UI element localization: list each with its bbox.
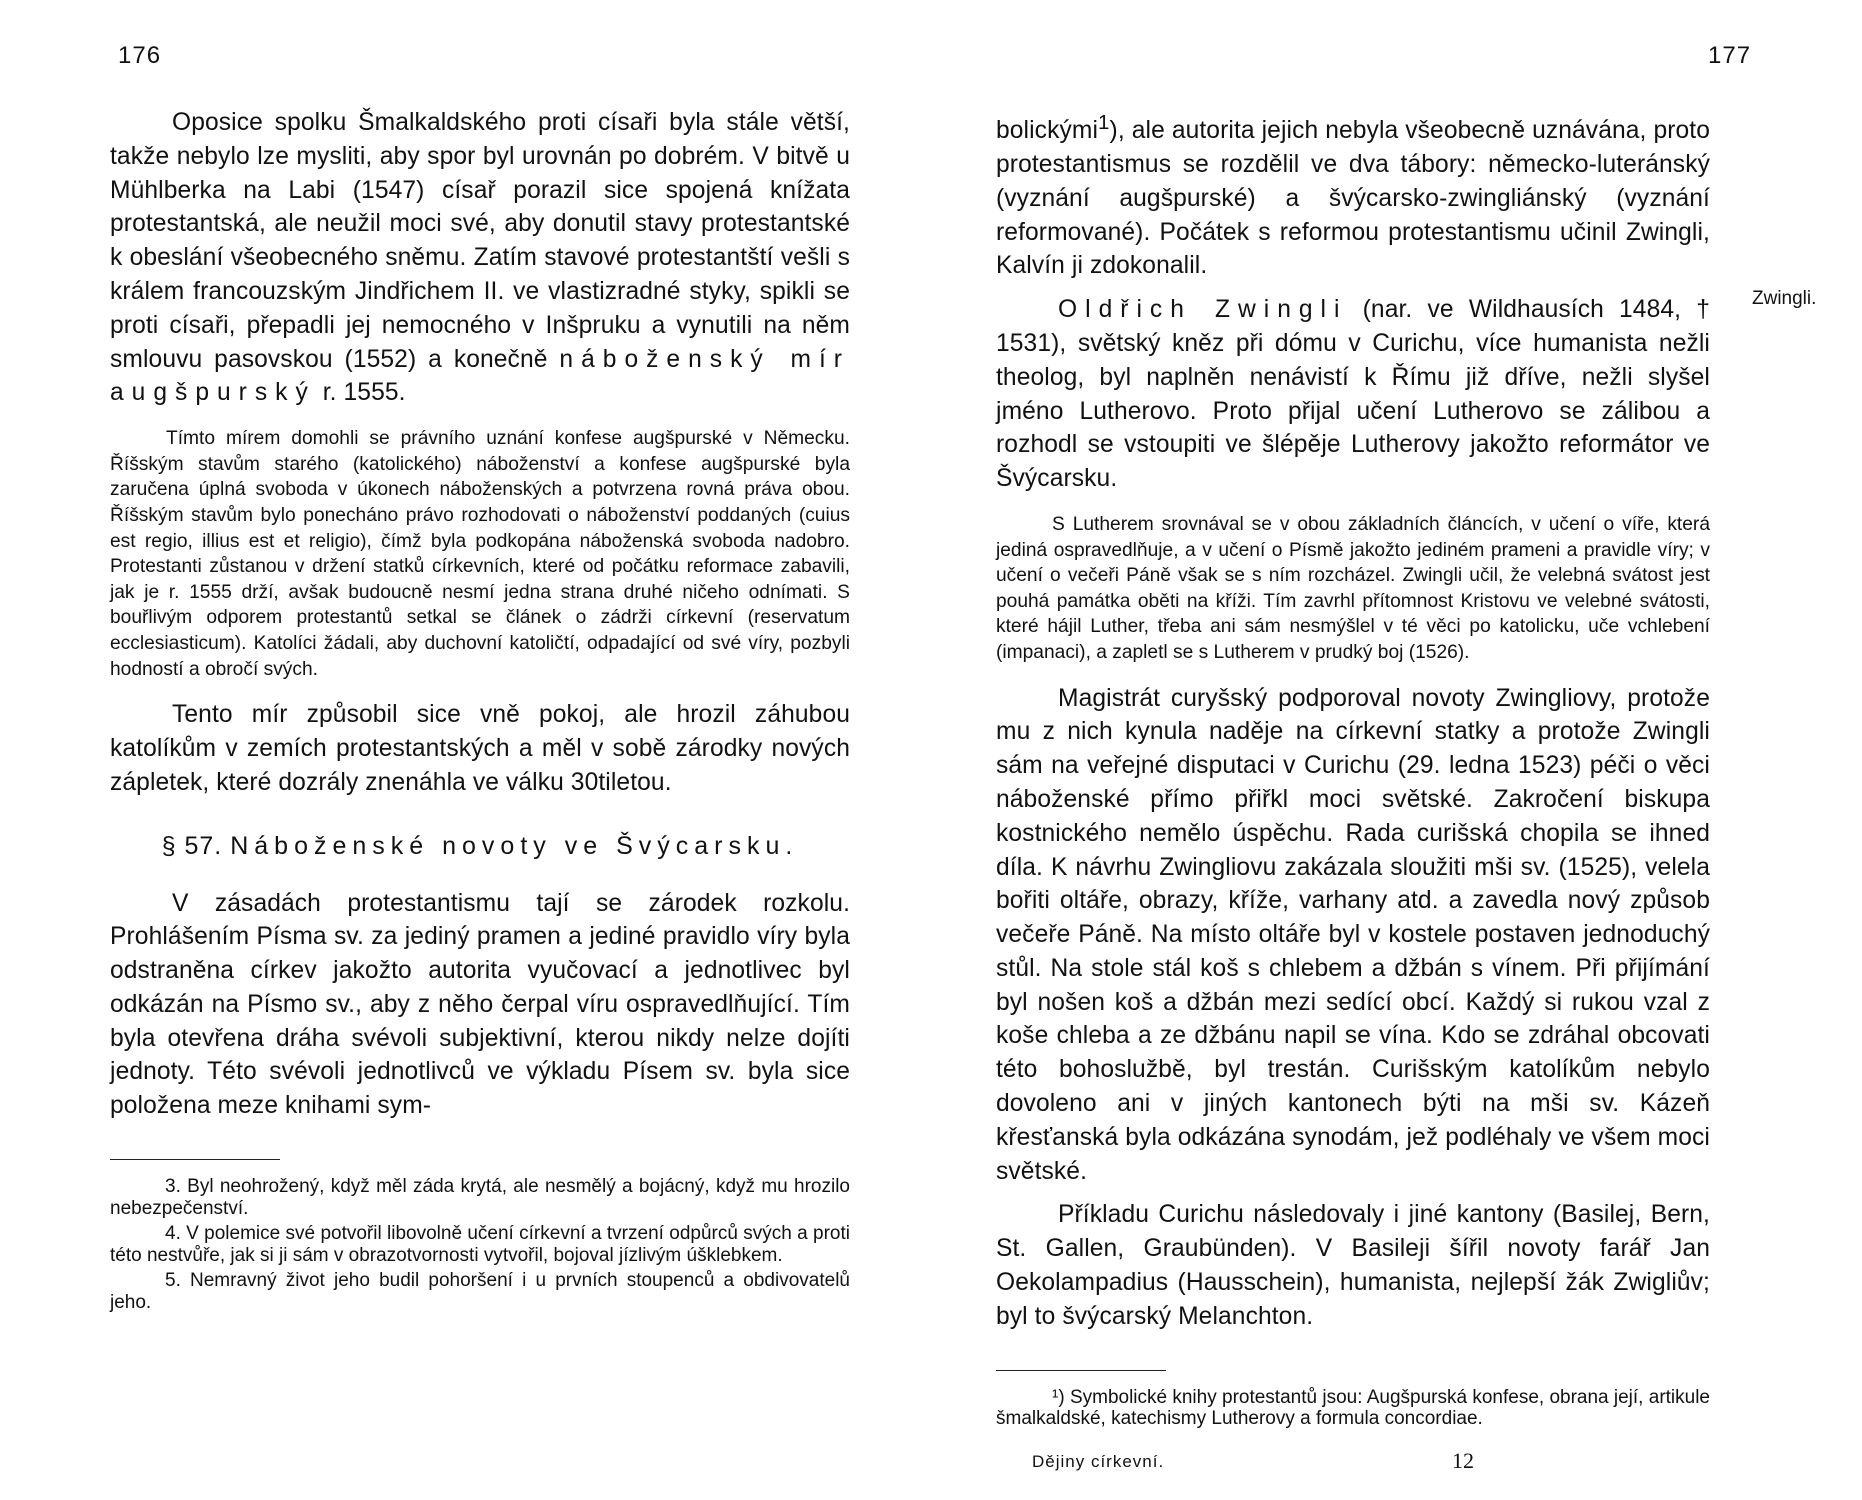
footnote: 4. V polemice své potvořil libovolně učení církevní a tvrzení odpůrců svých a proti této nestvůře, jak si ji sám v obrazotvornosti vytvořil, bojoval jízlivým úšklebkem. <box>110 1223 850 1266</box>
footnote: 3. Byl neohrožený, když měl záda krytá, ale nesmělý a bojácný, když mu hrozilo nebezpečenství. <box>110 1176 850 1219</box>
footnotes <box>110 1176 850 1313</box>
page-number: 177 <box>1708 42 1752 69</box>
small-print-paragraph: S Lutherem srovnával se v obou základních článcích, v učení o víře, která jediná ospravedlňuje, a v učení o Písmě jakožto jediném prameni a pravidle víry; v učení o večeři Páně však se s ním rozcházel. Zwingli učil, že velebná svátost jest pouhá památka oběti na kříži. Tím zavrhl přítomnost Kristovu ve velebné svátosti, které hájil Luther, třeba ani sám nesmýšlel v té věci po katolicku, uče vchlebení (impanaci), a zapletl se s Lutherem v prudký boj (1526). <box>996 513 1710 663</box>
book-title-footer: Dějiny církevní. <box>1032 1452 1165 1471</box>
footnote-divider <box>110 1159 280 1160</box>
paragraph-text: ), ale autorita jejich nebyla všeobecně uznávána, proto protestantismus se rozdělil ve dva tábory: německo-luteránský (vyznání augšpurské) a švýcarsko-zwingliánský (vyznání reformované). Počátek s reformou protestantismu učinil Zwingli, Kalvín ji zdokonalil. <box>996 117 1710 280</box>
paragraph: Příkladu Curichu následovaly i jiné kantony (Basilej, Bern, St. Gallen, Graubünden). V Basileji šířil novoty farář Jan Oekolampadius (Hausschein), humanista, nejlepší žák Zwigliův; byl to švýcarský Melanchton. <box>996 1201 1710 1330</box>
left-page <box>0 0 900 1500</box>
emphasized-term: náboženský mír augšpurský <box>110 345 850 407</box>
paragraph-text: bolickými <box>996 117 1099 145</box>
margin-note: Zwingli. <box>1752 288 1817 309</box>
footnote: ¹) Symbolické knihy protestantů jsou: Augšpurská konfese, obrana její, artikule šmalkaldské, katechismy Lutherovy a formula concordiae. <box>996 1386 1710 1430</box>
footnote-reference: 1 <box>1098 111 1110 134</box>
paragraph-text: (nar. ve Wildhausích 1484, † 1531), světský kněz při dómu v Curichu, více humanista nežli theolog, byl naplněn nenávistí k Římu již dříve, nežli slyšel jméno Lutherovo. Proto přijal učení Lutherovo se zálibou a rozhodl se vstoupiti ve šlépěje Lutherovy jakožto reformátor ve Švýcarsku. <box>996 296 1711 493</box>
footnote-divider <box>996 1370 1166 1371</box>
left-text-column <box>110 106 850 1317</box>
paragraph <box>110 106 850 410</box>
section-title: Náboženské novoty ve Švýcarsku. <box>230 831 799 860</box>
section-number: § 57. <box>161 831 223 860</box>
sheet-number: 12 <box>1452 1448 1474 1473</box>
right-page <box>960 0 1862 1500</box>
right-text-column <box>996 106 1710 1434</box>
person-name: Oldřich Zwingli <box>1058 296 1348 324</box>
small-print-paragraph: Tímto mírem domohli se právního uznání konfese augšpurské v Německu. Říšským stavům starého (katolického) náboženství a konfese augšpurské byla zaručena úplná svoboda v úkonech náboženských a potvrzena rovná práva obou. Říšským stavům bylo ponecháno právo rozhodovati o náboženství poddaných (cuius est regio, illius est et religio), čímž byla podkopána náboženská svoboda nadobro. Protestanti zůstanou v držení statků církevních, které od počátku reformace zabavili, jak je r. 1555 drží, avšak budoucně nesmí jedna strana druhé ničeho odnímati. S bouřlivým odporem protestantů setkal se článek o zádrži církevní (reservatum ecclesiasticum). Katolíci žádali, aby duchovní katoličtí, odpadající od své víry, pozbyli hodností a obročí svých. <box>110 428 850 680</box>
section-heading <box>110 832 850 861</box>
page-number: 176 <box>118 42 162 69</box>
paragraph-text: Oposice spolku Šmalkaldského proti císaři byla stále větší, takže nebylo lze mysliti, aby spor byl urovnán po dobrém. V bitvě u Mühlberka na Labi (1547) císař porazil sice spojená knížata protestantská, ale neužil moci své, aby donutil stavy protestantské k obeslání všeobecného sněmu. Zatím stavové protestantští vešli s králem francouzským Jindřichem II. ve vlastizradné styky, spikli se proti císaři, přepadli jej nemocného v Inšpruku a vynutili na něm smlouvu pasovskou (1552) a konečně <box>110 109 850 373</box>
paragraph: Magistrát curyšský podporoval novoty Zwingliovy, protože mu z nich kynula naděje na církevní statky a protože Zwingli sám na veřejné disputaci v Curichu (29. ledna 1523) péči o věci náboženské přímo přiřkl moci světské. Zakročení biskupa kostnického nemělo úspěchu. Rada curišská chopila se ihned díla. K návrhu Zwingliovu zakázala sloužiti mši sv. (1525), velela bořiti oltáře, obrazy, kříže, varhany atd. a zavedla nový způsob večeře Páně. Na místo oltáře byl v kostele postaven jednoduchý stůl. Na stole stál koš s chlebem a džbán s vínem. Při přijímání byl nošen koš a džbán mezi sedící obcí. Každý si rukou vzal z koše chleba a ze džbánu napil se vína. Kdo se zdráhal obcovati této bohoslužbě, byl trestán. Curišským katolíkům nebylo dovoleno ani v jiných kantonech býti na mši sv. Kázeň křesťanská byla odkázána synodám, jež podléhaly ve všem moci světské. <box>996 684 1710 1185</box>
paragraph <box>996 106 1710 283</box>
paragraph: V zásadách protestantismu tají se zárodek rozkolu. Prohlášením Písma sv. za jediný pramen a jediné pravidlo víry byla odstraněna církev jakožto autorita vyučovací a jednotlivec byl odkázán na Písmo sv., aby z něho čerpal víru ospravedlňující. Tím byla otevřena dráha svévoli subjektivní, kterou nikdy nelze dojíti jednoty. Této svévoli jednotlivců ve výkladu Písem sv. byla sice položena meze knihami sym- <box>110 889 850 1120</box>
paragraph: Tento mír způsobil sice vně pokoj, ale hrozil záhubou katolíkům v zemích protestantských a měl v sobě zárodky nových zápletek, které dozrály znenáhla ve válku 30tiletou. <box>110 701 850 796</box>
footnote: 5. Nemravný život jeho budil pohoršení i u prvních stoupenců a obdivovatelů jeho. <box>110 1270 850 1313</box>
paragraph <box>996 293 1710 496</box>
paragraph-text: r. 1555. <box>322 379 406 407</box>
